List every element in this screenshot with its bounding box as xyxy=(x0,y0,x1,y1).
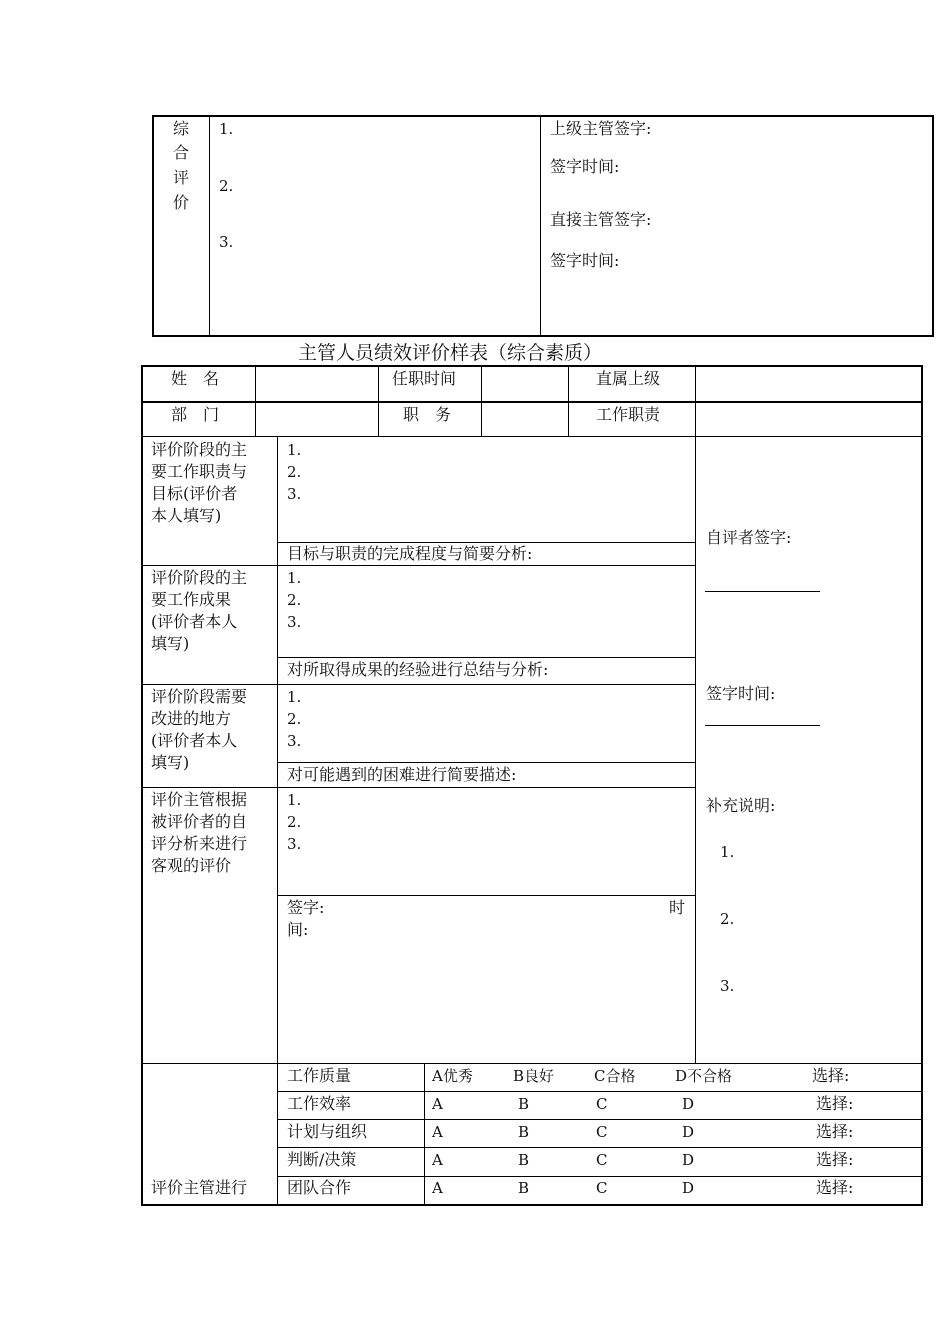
rating-choose-label: 选择: xyxy=(816,1122,854,1141)
list-item: 3. xyxy=(287,485,302,503)
sign-time-label-1: 签字时间: xyxy=(550,157,620,176)
section-sub-label: 对可能遇到的困难进行简要描述: xyxy=(287,765,517,784)
supervisor-time-label-a: 时 xyxy=(669,898,686,917)
rating-option-c: C xyxy=(596,1095,608,1113)
list-item: 3. xyxy=(287,613,302,631)
list-item: 2. xyxy=(287,813,302,831)
supervisor-sign-label: 签字: xyxy=(287,898,325,917)
rating-row-name: 工作质量 xyxy=(287,1066,352,1085)
section-sub-label: 目标与职责的完成程度与简要分析: xyxy=(287,544,533,563)
duty-label: 工作职责 xyxy=(596,405,661,424)
section-label-line: 填写) xyxy=(151,753,190,772)
list-item: 3. xyxy=(287,835,302,853)
rating-option-b: B xyxy=(518,1123,530,1141)
section-label-line: 评价阶段的主 xyxy=(151,440,248,459)
rating-row-name: 判断/决策 xyxy=(287,1150,357,1169)
rating-option-c: C xyxy=(596,1151,608,1169)
section-sub-label: 对所取得成果的经验进行总结与分析: xyxy=(287,660,549,679)
tenure-label: 任职时间 xyxy=(392,369,457,388)
section-label-line: 评价阶段需要 xyxy=(151,687,248,706)
direct-superior-label: 直属上级 xyxy=(596,369,661,388)
section-label-line: 目标(评价者 xyxy=(151,484,238,503)
list-item: 2. xyxy=(287,463,302,481)
top-label-char-4: 价 xyxy=(173,193,190,212)
top-item-1: 1. xyxy=(219,120,234,138)
position-label: 职 务 xyxy=(403,405,452,424)
supplement-item-3: 3. xyxy=(720,977,735,995)
section-label-line: 本人填写) xyxy=(151,506,222,525)
dept-label: 部 门 xyxy=(171,405,220,424)
rating-option-b: B xyxy=(518,1095,530,1113)
section-label-line: 评分析来进行 xyxy=(151,834,248,853)
supplement-label: 补充说明: xyxy=(706,796,776,815)
rating-choose-label: 选择: xyxy=(816,1094,854,1113)
section-label-line: 要工作职责与 xyxy=(151,462,248,481)
list-item: 2. xyxy=(287,591,302,609)
rating-option-b: B xyxy=(518,1179,530,1197)
section-label-line: 要工作成果 xyxy=(151,590,232,609)
section-label-line: 评价阶段的主 xyxy=(151,568,248,587)
rating-left-label: 评价主管进行 xyxy=(151,1178,248,1197)
list-item: 1. xyxy=(287,791,302,809)
superior-sign-label: 上级主管签字: xyxy=(550,119,652,138)
rating-choose-label: 选择: xyxy=(816,1150,854,1169)
supervisor-time-label-b: 间: xyxy=(287,920,309,939)
rating-option-c: C xyxy=(596,1123,608,1141)
top-label-char-2: 合 xyxy=(173,143,190,162)
rating-option-d: D xyxy=(682,1179,695,1197)
top-item-2: 2. xyxy=(219,177,234,195)
rating-choose-label: 选择: xyxy=(816,1178,854,1197)
section-label-line: 被评价者的自 xyxy=(151,812,248,831)
supplement-item-1: 1. xyxy=(720,843,735,861)
rating-row-name: 工作效率 xyxy=(287,1094,352,1113)
section-label-line: (评价者本人 xyxy=(151,612,238,631)
rating-option-a: A xyxy=(432,1151,443,1169)
list-item: 3. xyxy=(287,732,302,750)
list-item: 1. xyxy=(287,688,302,706)
rating-option-d: D xyxy=(682,1151,695,1169)
self-sign-label: 自评者签字: xyxy=(706,528,792,547)
form-title: 主管人员绩效评价样表（综合素质） xyxy=(298,342,603,364)
section-label-line: 改进的地方 xyxy=(151,709,232,728)
rating-option-d: D不合格 xyxy=(675,1067,733,1085)
top-label-char-3: 评 xyxy=(173,168,190,187)
section-label-line: 客观的评价 xyxy=(151,856,232,875)
top-item-3: 3. xyxy=(219,233,234,251)
list-item: 1. xyxy=(287,441,302,459)
sign-time-label: 签字时间: xyxy=(706,684,776,703)
list-item: 1. xyxy=(287,569,302,587)
name-label: 姓 名 xyxy=(171,369,220,388)
section-label-line: (评价者本人 xyxy=(151,731,238,750)
direct-superior-sign-label: 直接主管签字: xyxy=(550,210,652,229)
supplement-item-2: 2. xyxy=(720,910,735,928)
rating-option-d: D xyxy=(682,1123,695,1141)
rating-choose-label: 选择: xyxy=(812,1066,850,1085)
rating-option-a: A xyxy=(432,1179,443,1197)
rating-option-c: C合格 xyxy=(594,1067,636,1085)
rating-row-name: 团队合作 xyxy=(287,1178,352,1197)
top-label-char-1: 综 xyxy=(173,119,190,138)
rating-option-a: A xyxy=(432,1095,443,1113)
rating-option-b: B xyxy=(518,1151,530,1169)
rating-option-a: A优秀 xyxy=(432,1067,473,1085)
rating-option-d: D xyxy=(682,1095,695,1113)
rating-option-c: C xyxy=(596,1179,608,1197)
sign-time-label-2: 签字时间: xyxy=(550,251,620,270)
list-item: 2. xyxy=(287,710,302,728)
section-label-line: 评价主管根据 xyxy=(151,790,248,809)
section-label-line: 填写) xyxy=(151,634,190,653)
rating-option-a: A xyxy=(432,1123,443,1141)
rating-option-b: B良好 xyxy=(513,1067,555,1085)
rating-row-name: 计划与组织 xyxy=(287,1122,368,1141)
